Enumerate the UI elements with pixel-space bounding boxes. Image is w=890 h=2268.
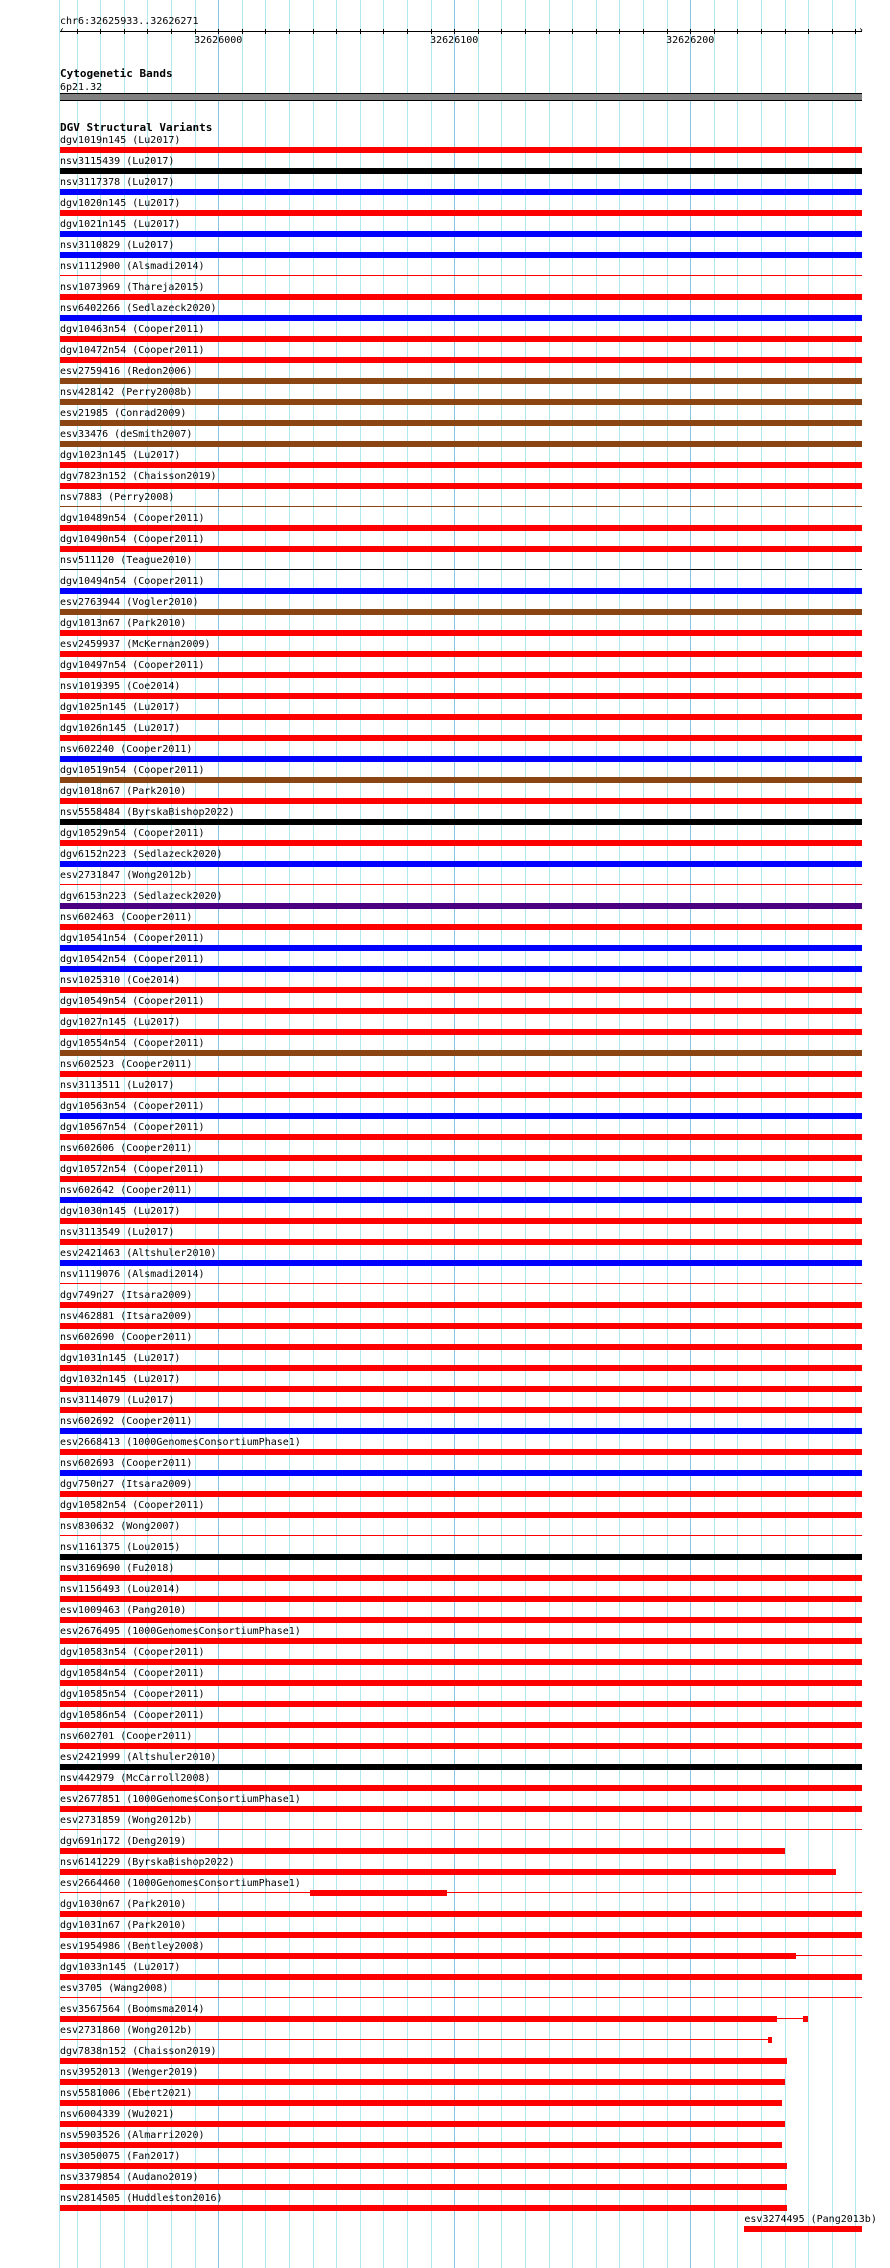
sv-feature-bar[interactable] [60,1407,862,1413]
sv-feature-bar[interactable] [60,357,862,363]
sv-feature-bar[interactable] [768,2037,772,2043]
sv-feature-label[interactable]: nsv602701 (Cooper2011) [60,1731,193,1742]
sv-feature-label[interactable]: esv21985 (Conrad2009) [60,408,187,419]
sv-feature-label[interactable]: dgv10549n54 (Cooper2011) [60,996,205,1007]
sv-feature-bar[interactable] [60,1323,862,1329]
sv-feature-label[interactable]: nsv602690 (Cooper2011) [60,1332,193,1343]
sv-feature-label[interactable]: esv2676495 (1000GenomesConsortiumPhase1) [60,1626,301,1637]
ruler-tick-label: 32626000 [194,35,243,46]
sv-feature-label[interactable]: dgv10490n54 (Cooper2011) [60,534,205,545]
sv-feature-label[interactable]: dgv1030n67 (Park2010) [60,1899,187,1910]
sv-feature-label[interactable]: dgv749n27 (Itsara2009) [60,1290,193,1301]
sv-feature-bar[interactable] [60,1008,862,1014]
sv-feature-bar[interactable] [60,2100,782,2106]
sv-feature-bar[interactable] [60,1470,862,1476]
sv-feature-label[interactable]: nsv6004339 (Wu2021) [60,2109,175,2120]
sv-feature-bar[interactable] [60,210,862,216]
sv-feature-line[interactable] [60,1997,862,1998]
sv-feature-label[interactable]: dgv10585n54 (Cooper2011) [60,1689,205,1700]
sv-feature-bar[interactable] [60,1218,862,1224]
sv-feature-label[interactable]: dgv1025n145 (Lu2017) [60,702,181,713]
sv-feature-label[interactable]: dgv6152n223 (Sedlazeck2020) [60,849,223,860]
sv-feature-bar[interactable] [60,441,862,447]
sv-feature-label[interactable]: nsv602240 (Cooper2011) [60,744,193,755]
sv-feature-bar[interactable] [60,1428,862,1434]
sv-feature-label[interactable]: esv2421463 (Altshuler2010) [60,1248,217,1259]
sv-feature-label[interactable]: dgv1027n145 (Lu2017) [60,1017,181,1028]
sv-feature-bar[interactable] [60,1260,862,1266]
sv-feature-label[interactable]: nsv3115439 (Lu2017) [60,156,175,167]
sv-feature-bar[interactable] [60,819,862,825]
sv-feature-bar[interactable] [60,2058,787,2064]
sv-feature-bar[interactable] [60,294,862,300]
sv-feature-bar[interactable] [60,1953,796,1959]
sv-feature-bar[interactable] [60,777,862,783]
sv-feature-label[interactable]: esv3567564 (Boomsma2014) [60,2004,205,2015]
sv-feature-bar[interactable] [60,1680,862,1686]
sv-feature-bar[interactable] [744,2226,862,2232]
sv-feature-label[interactable]: nsv6141229 (ByrskaBishop2022) [60,1857,235,1868]
sv-feature-label[interactable]: esv3274495 (Pang2013b) [744,2214,877,2225]
sv-feature-label[interactable]: dgv1018n67 (Park2010) [60,786,187,797]
sv-feature-label[interactable]: nsv3050075 (Fan2017) [60,2151,181,2162]
sv-feature-label[interactable]: dgv6153n223 (Sedlazeck2020) [60,891,223,902]
sv-feature-bar[interactable] [60,2205,787,2211]
sv-feature-label[interactable]: dgv1031n67 (Park2010) [60,1920,187,1931]
sv-feature-label[interactable]: dgv1019n145 (Lu2017) [60,135,181,146]
sv-feature-bar[interactable] [60,1050,862,1056]
sv-feature-bar[interactable] [60,1512,862,1518]
sv-feature-line[interactable] [60,275,862,276]
sv-feature-bar[interactable] [60,924,862,930]
location-label: chr6:32625933..32626271 [60,16,199,27]
sv-feature-bar[interactable] [60,945,862,951]
sv-feature-bar[interactable] [60,1197,862,1203]
sv-feature-label[interactable]: nsv1156493 (Lou2014) [60,1584,181,1595]
sv-feature-bar[interactable] [60,1785,862,1791]
sv-feature-label[interactable]: dgv1023n145 (Lu2017) [60,450,181,461]
sv-feature-bar[interactable] [60,2184,787,2190]
sv-feature-bar[interactable] [60,714,862,720]
sv-feature-label[interactable]: dgv10554n54 (Cooper2011) [60,1038,205,1049]
sv-feature-label[interactable]: nsv1019395 (Coe2014) [60,681,181,692]
sv-feature-bar[interactable] [60,315,862,321]
sv-feature-bar[interactable] [60,2163,787,2169]
cytoband-label: 6p21.32 [60,82,103,93]
sv-feature-bar[interactable] [60,1491,862,1497]
sv-feature-bar[interactable] [60,588,862,594]
sv-feature-label[interactable]: nsv442979 (McCarroll2008) [60,1773,211,1784]
sv-feature-bar[interactable] [60,231,862,237]
sv-feature-label[interactable]: dgv10582n54 (Cooper2011) [60,1500,205,1511]
sv-feature-bar[interactable] [60,630,862,636]
sv-feature-label[interactable]: nsv602692 (Cooper2011) [60,1416,193,1427]
sv-feature-bar[interactable] [310,1890,447,1896]
sv-feature-label[interactable]: esv1954986 (Bentley2008) [60,1941,205,1952]
sv-feature-label[interactable]: nsv3169690 (Fu2018) [60,1563,175,1574]
sv-feature-bar[interactable] [60,1302,862,1308]
sv-feature-bar[interactable] [60,903,862,909]
sv-feature-label[interactable]: nsv462881 (Itsara2009) [60,1311,193,1322]
sv-feature-label[interactable]: dgv1031n145 (Lu2017) [60,1353,181,1364]
sv-feature-label[interactable]: nsv3379854 (Audano2019) [60,2172,199,2183]
sv-feature-bar[interactable] [60,2142,782,2148]
sv-feature-bar[interactable] [60,462,862,468]
sv-feature-bar[interactable] [60,1113,862,1119]
sv-feature-bar[interactable] [60,1239,862,1245]
sv-feature-bar[interactable] [60,1092,862,1098]
sv-feature-label[interactable]: esv2459937 (McKernan2009) [60,639,211,650]
sv-feature-label[interactable]: nsv3114079 (Lu2017) [60,1395,175,1406]
sv-feature-bar[interactable] [60,861,862,867]
sv-feature-label[interactable]: dgv10529n54 (Cooper2011) [60,828,205,839]
sv-feature-label[interactable]: nsv602693 (Cooper2011) [60,1458,193,1469]
sv-feature-bar[interactable] [60,252,862,258]
sv-feature-bar[interactable] [60,966,862,972]
sv-feature-line[interactable] [60,2039,768,2040]
sv-feature-bar[interactable] [60,1974,862,1980]
sv-feature-bar[interactable] [60,651,862,657]
sv-feature-label[interactable]: nsv5581006 (Ebert2021) [60,2088,193,2099]
sv-feature-label[interactable]: dgv1030n145 (Lu2017) [60,1206,181,1217]
sv-feature-label[interactable]: nsv5558484 (ByrskaBishop2022) [60,807,235,818]
sv-feature-label[interactable]: nsv511120 (Teague2010) [60,555,193,566]
sv-feature-label[interactable]: nsv3113511 (Lu2017) [60,1080,175,1091]
sv-feature-bar[interactable] [60,2016,777,2022]
sv-feature-bar[interactable] [60,2121,785,2127]
sv-feature-label[interactable]: esv2731847 (Wong2012b) [60,870,193,881]
sv-feature-bar[interactable] [60,1848,785,1854]
sv-feature-label[interactable]: esv2759416 (Redon2006) [60,366,193,377]
sv-feature-bar[interactable] [60,1701,862,1707]
sv-feature-label[interactable]: dgv10519n54 (Cooper2011) [60,765,205,776]
sv-feature-label[interactable]: nsv602642 (Cooper2011) [60,1185,193,1196]
sv-feature-bar[interactable] [60,399,862,405]
sv-feature-label[interactable]: nsv602523 (Cooper2011) [60,1059,193,1070]
sv-feature-line[interactable] [60,1283,862,1284]
sv-feature-line[interactable] [60,506,862,507]
sv-feature-label[interactable]: dgv10497n54 (Cooper2011) [60,660,205,671]
sv-feature-bar[interactable] [60,1743,862,1749]
sv-feature-bar[interactable] [60,1176,862,1182]
sv-feature-bar[interactable] [60,420,862,426]
sv-feature-label[interactable]: nsv5903526 (Almarri2020) [60,2130,205,2141]
sv-feature-label[interactable]: dgv10463n54 (Cooper2011) [60,324,205,335]
sv-feature-bar[interactable] [60,525,862,531]
sv-feature-line[interactable] [60,1892,862,1893]
sv-feature-label[interactable]: nsv1112900 (Alsmadi2014) [60,261,205,272]
sv-feature-label[interactable]: dgv1021n145 (Lu2017) [60,219,181,230]
sv-feature-bar[interactable] [60,1134,862,1140]
sv-feature-bar[interactable] [60,840,862,846]
sv-feature-bar[interactable] [60,1869,836,1875]
sv-feature-bar[interactable] [60,1155,862,1161]
sv-feature-label[interactable]: dgv7823n152 (Chaisson2019) [60,471,217,482]
sv-feature-label[interactable]: dgv10586n54 (Cooper2011) [60,1710,205,1721]
sv-feature-line[interactable] [60,1535,862,1536]
sv-feature-label[interactable]: esv33476 (deSmith2007) [60,429,193,440]
sv-feature-label[interactable]: dgv10563n54 (Cooper2011) [60,1101,205,1112]
sv-feature-bar[interactable] [60,987,862,993]
sv-feature-label[interactable]: dgv691n172 (Deng2019) [60,1836,187,1847]
sv-feature-label[interactable]: esv1009463 (Pang2010) [60,1605,187,1616]
sv-feature-label[interactable]: esv2664460 (1000GenomesConsortiumPhase1) [60,1878,301,1889]
sv-feature-bar[interactable] [803,2016,808,2022]
sv-feature-label[interactable]: esv3705 (Wang2008) [60,1983,169,1994]
sv-feature-label[interactable]: dgv1013n67 (Park2010) [60,618,187,629]
sv-feature-label[interactable]: nsv3952013 (Wenger2019) [60,2067,199,2078]
sv-feature-label[interactable]: nsv1073969 (Thareja2015) [60,282,205,293]
sv-feature-bar[interactable] [60,147,862,153]
sv-feature-label[interactable]: esv2668413 (1000GenomesConsortiumPhase1) [60,1437,301,1448]
arrow-right-icon[interactable]: › [858,25,865,36]
sv-feature-label[interactable]: dgv10541n54 (Cooper2011) [60,933,205,944]
sv-feature-label[interactable]: nsv428142 (Perry2008b) [60,387,193,398]
sv-feature-bar[interactable] [60,1911,862,1917]
sv-feature-bar[interactable] [60,1932,862,1938]
sv-feature-bar[interactable] [60,168,862,174]
sv-feature-label[interactable]: nsv602463 (Cooper2011) [60,912,193,923]
sv-feature-bar[interactable] [60,672,862,678]
sv-feature-bar[interactable] [60,378,862,384]
sv-feature-label[interactable]: dgv750n27 (Itsara2009) [60,1479,193,1490]
arrow-left-icon[interactable]: ‹ [59,25,66,36]
sv-feature-label[interactable]: nsv3110829 (Lu2017) [60,240,175,251]
sv-feature-bar[interactable] [60,336,862,342]
sv-feature-label[interactable]: nsv3117378 (Lu2017) [60,177,175,188]
sv-feature-label[interactable]: nsv1025310 (Coe2014) [60,975,181,986]
sv-feature-bar[interactable] [60,1071,862,1077]
sv-feature-label[interactable]: dgv1026n145 (Lu2017) [60,723,181,734]
sv-feature-label[interactable]: esv2421999 (Altshuler2010) [60,1752,217,1763]
sv-feature-label[interactable]: esv2677851 (1000GenomesConsortiumPhase1) [60,1794,301,1805]
sv-feature-label[interactable]: esv2763944 (Vogler2010) [60,597,199,608]
sv-feature-bar[interactable] [60,609,862,615]
sv-feature-bar[interactable] [60,693,862,699]
sv-feature-label[interactable]: dgv1020n145 (Lu2017) [60,198,181,209]
sv-feature-bar[interactable] [60,1365,862,1371]
sv-feature-label[interactable]: nsv6402266 (Sedlazeck2020) [60,303,217,314]
sv-feature-bar[interactable] [60,798,862,804]
sv-feature-bar[interactable] [60,483,862,489]
sv-feature-bar[interactable] [60,1617,862,1623]
sv-feature-label[interactable]: dgv10583n54 (Cooper2011) [60,1647,205,1658]
sv-feature-label[interactable]: dgv10494n54 (Cooper2011) [60,576,205,587]
sv-feature-bar[interactable] [60,1596,862,1602]
sv-feature-label[interactable]: dgv10584n54 (Cooper2011) [60,1668,205,1679]
cytoband-track-title[interactable]: Cytogenetic Bands [60,67,173,80]
sv-feature-bar[interactable] [60,546,862,552]
sv-feature-label[interactable]: dgv1032n145 (Lu2017) [60,1374,181,1385]
sv-feature-line[interactable] [60,1829,862,1830]
sv-feature-bar[interactable] [60,756,862,762]
sv-feature-label[interactable]: nsv7883 (Perry2008) [60,492,175,503]
sv-feature-bar[interactable] [60,1764,862,1770]
ruler-tick-label: 32626100 [430,35,479,46]
sv-feature-bar[interactable] [60,735,862,741]
sv-feature-label[interactable]: dgv1033n145 (Lu2017) [60,1962,181,1973]
sv-feature-label[interactable]: nsv2814505 (Huddleston2016) [60,2193,223,2204]
sv-feature-label[interactable]: dgv7838n152 (Chaisson2019) [60,2046,217,2057]
sv-feature-bar[interactable] [60,189,862,195]
sv-feature-label[interactable]: nsv602606 (Cooper2011) [60,1143,193,1154]
sv-feature-bar[interactable] [60,1575,862,1581]
sv-feature-label[interactable]: nsv1119076 (Alsmadi2014) [60,1269,205,1280]
sv-feature-label[interactable]: nsv3113549 (Lu2017) [60,1227,175,1238]
sv-feature-label[interactable]: esv2731859 (Wong2012b) [60,1815,193,1826]
sv-feature-bar[interactable] [60,1029,862,1035]
dgv-track-title[interactable]: DGV Structural Variants [60,121,213,134]
sv-feature-bar[interactable] [60,1449,862,1455]
sv-feature-bar[interactable] [60,1806,862,1812]
sv-feature-label[interactable]: dgv10489n54 (Cooper2011) [60,513,205,524]
sv-feature-line[interactable] [60,884,862,885]
sv-feature-line[interactable] [60,569,862,570]
sv-feature-bar[interactable] [60,1722,862,1728]
sv-feature-label[interactable]: nsv830632 (Wong2007) [60,1521,181,1532]
ruler-tick-label: 32626200 [666,35,715,46]
sv-feature-bar[interactable] [60,2079,785,2085]
sv-feature-label[interactable]: nsv1161375 (Lou2015) [60,1542,181,1553]
sv-feature-bar[interactable] [60,1638,862,1644]
sv-feature-label[interactable]: dgv10542n54 (Cooper2011) [60,954,205,965]
sv-feature-label[interactable]: dgv10567n54 (Cooper2011) [60,1122,205,1133]
sv-feature-label[interactable]: dgv10472n54 (Cooper2011) [60,345,205,356]
sv-feature-label[interactable]: esv2731860 (Wong2012b) [60,2025,193,2036]
sv-feature-bar[interactable] [60,1659,862,1665]
sv-feature-bar[interactable] [60,1554,862,1560]
sv-feature-bar[interactable] [60,1344,862,1350]
sv-feature-bar[interactable] [60,1386,862,1392]
sv-feature-label[interactable]: dgv10572n54 (Cooper2011) [60,1164,205,1175]
